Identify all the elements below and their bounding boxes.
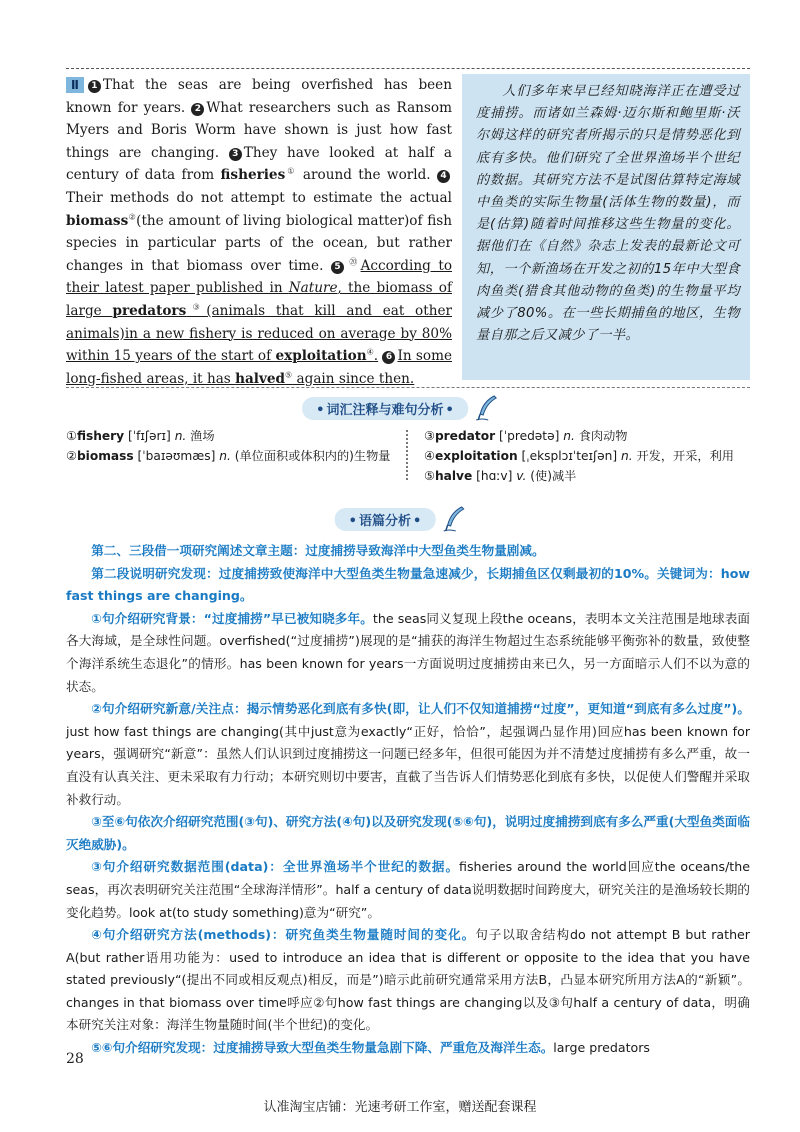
vocab-item: ②biomass [ˈbaɪəʊmæs] n. (单位面积或体积内的)生物量 — [66, 449, 391, 463]
vocab-word: halve — [434, 469, 473, 483]
vocab-banner-title: 词汇注释与难句分析 — [326, 402, 444, 418]
footnote-mark: ⑤ — [285, 370, 293, 380]
vocab-item: ④exploitation [ˌeksplɔɪˈteɪʃən] n. 开发，开采，利用 — [424, 449, 734, 463]
sentence-5c: (animals that kill and eat other animals)in a new fishery is reduced on average by 80% within 15 years of the start of — [66, 302, 452, 365]
vocab-item: ⑤halve [hɑːv] v. (使)减半 — [424, 469, 577, 483]
sentence-number: 5 — [331, 261, 344, 274]
quill-pen-icon — [441, 505, 465, 533]
vocab-word: predator — [434, 429, 496, 443]
difficult-sentence-mark: ⑳ — [346, 257, 361, 267]
journal-name: Nature — [288, 280, 338, 297]
sentence-6a: In some long-fished areas, it has — [66, 348, 453, 387]
sentence-number: 4 — [437, 170, 450, 183]
sentence-5a: According to their latest paper published in — [66, 257, 453, 297]
translation-box — [462, 74, 750, 380]
analysis-banner-pill: • 语篇分析 • — [335, 508, 436, 531]
sentence-4a: Their methods do not attempt to estimate the actual — [66, 189, 452, 206]
analysis-section-banner — [335, 508, 466, 530]
vocab-section-banner — [302, 397, 498, 419]
vocab-column-right — [424, 426, 750, 486]
passage-paragraph — [66, 74, 452, 390]
analysis-banner-title: 语篇分析 — [358, 513, 412, 529]
footnote-mark: ④ — [366, 347, 374, 357]
page-number: 28 — [66, 1051, 84, 1067]
sentence-5d: . — [373, 348, 379, 365]
sentence-3a: They have looked at half a century of data from — [66, 144, 452, 184]
vocab-column-left — [66, 426, 396, 466]
section-divider — [66, 387, 750, 388]
analysis-sentence-4: ④句介绍研究方法(methods)：研究鱼类生物量随时间的变化。句子以取舍结构do not attempt B but rather A(but rather语用功能为：used to introduce an idea that is different or opposite to the idea that you have stated previously“(提出不同或相反观点)相反，而是”)暗示此前研究通常采用方法B，凸显本研究所用方法A的“新颖”。changes in that biomass over time呼应②句how fast things are changing以及③句half a century of data，明确本研究关注对象：海洋生物量随时间(半个世纪)的变化。 — [66, 927, 750, 1033]
sentence-number: 6 — [382, 351, 395, 364]
sentence-4b: (the amount of living biological matter)of fish species in particular parts of the ocean, but rather changes in that biomass over time. — [66, 212, 453, 274]
sentence-number: 2 — [191, 103, 204, 116]
vocab-word: fishery — [76, 429, 125, 443]
quill-pen-icon — [474, 394, 498, 422]
paragraph-mark: Ⅱ — [66, 77, 84, 93]
analysis-sentence-5-6: ⑤⑥句介绍研究发现：过度捕捞导致大型鱼类生物量急剧下降、严重危及海洋生态。large predators — [91, 1040, 650, 1056]
discourse-analysis — [66, 540, 750, 1060]
footnote-mark: ① — [285, 166, 297, 176]
analysis-summary: 第二、三段借一项研究阐述文章主题：过度捕捞导致海洋中大型鱼类生物量剧减。 — [91, 543, 545, 558]
sentence-number: 3 — [229, 148, 242, 161]
footnote-mark: ② — [128, 212, 137, 222]
vocab-item: ③predator [ˈpredətə] n. 食肉动物 — [424, 429, 628, 443]
analysis-sentence-3: ③句介绍研究数据范围(data)：全世界渔场半个世纪的数据。fisheries around the world回应the oceans/the seas，再次表明研究关注范围“全球海洋情形”。half a century of data说明数据时间跨度大，研究关注的是渔场较长期的变化趋势。look at(to study something)意为“研究”。 — [66, 859, 750, 920]
analysis-sentences-3-6: ③至⑥句依次介绍研究范围(③句)、研究方法(④句)以及研究发现(⑤⑥句)，说明过度捕捞到底有多么严重(大型鱼类面临灭绝威胁)。 — [66, 814, 750, 852]
vocab-word: biomass — [76, 449, 134, 463]
vocab-item: ①fishery [ˈfɪʃərɪ] n. 渔场 — [66, 429, 215, 443]
sentence-6b: again since then. — [292, 370, 415, 387]
analysis-paragraph-2-summary: 第二段说明研究发现：过度捕捞致使海洋中大型鱼类生物量急速减少，长期捕鱼区仅剩最初的10%。关键词为：how fast things are changing。 — [66, 565, 750, 604]
sentence-2: What researchers such as Ransom Myers and Boris Worm have shown is just how fast things are changing. — [66, 99, 452, 161]
vocab-banner-pill: • 词汇注释与难句分析 • — [302, 397, 468, 420]
analysis-sentence-2: ②句介绍研究新意/关注点：揭示情势恶化到底有多快(即，让人们不仅知道捕捞“过度”，更知道“到底有多么过度”)。just how fast things are changing(其中just意为exactly“正好，恰恰”，起强调凸显作用)回应has been known for years，强调研究“新意”：虽然人们认识到过度捕捞这一问题已经多年，但很可能因为并不清楚过度捕捞有多么严重，故一直没有认真关注、更未采取有力行动；本研究则切中要害，直截了当告诉人们情势恶化到底有多快，以促使人们警醒并采取补救行动。 — [66, 701, 750, 807]
keyword-fisheries: fisheries — [220, 167, 286, 184]
footnote-mark: ③ — [186, 302, 207, 312]
keyword-exploitation: exploitation — [275, 348, 367, 365]
analysis-sentence-1: ①句介绍研究背景：“过度捕捞”早已被知晓多年。the seas同义复现上段the oceans，表明本文关注范围是地球表面各大海域，是全球性问题。overfished(“过度捕捞”)展现的是“捕获的海洋生物超过生态系统能够平衡弥补的数量，致使整个海洋系统生态退化”的情形。has been known for years一方面说明过度捕捞由来已久，另一方面暗示人们不以为意的状态。 — [66, 610, 750, 694]
keyword-halved: halved — [235, 370, 286, 387]
translation-text: 人们多年来早已经知晓海洋正在遭受过度捕捞。而诸如兰森姆·迈尔斯和鲍里斯·沃尔姆这样的研究者所揭示的只是情势恶化到底有多快。他们研究了全世界渔场半个世纪的数据。其研究方法不是试图估算特定海域中鱼类的实际生物量(活体生物的数量)，而是(估算)随着时间推移这些生物量的变化。据他们在《自然》杂志上发表的最新论文可知，一个新渔场在开发之初的15年中大型食肉鱼类(猎食其他动物的鱼类)的生物量平均减少了80%。在一些长期捕鱼的地区，生物量自那之后又减少了一半。 — [476, 84, 740, 344]
top-divider — [66, 68, 750, 69]
footer-note: 认准淘宝店铺：光速考研工作室，赠送配套课程 — [263, 1100, 537, 1115]
keyword-biomass: biomass — [66, 212, 129, 229]
vocab-column-separator — [406, 430, 416, 480]
keyword-predators: predators — [112, 302, 187, 319]
sentence-3b: around the world. — [296, 167, 431, 184]
sentence-number: 1 — [88, 80, 101, 93]
vocab-word: exploitation — [434, 449, 518, 463]
sentence-5b: , the biomass of large — [66, 280, 452, 319]
sentence-1: That the seas are being overfished has been known for years. — [66, 77, 452, 116]
